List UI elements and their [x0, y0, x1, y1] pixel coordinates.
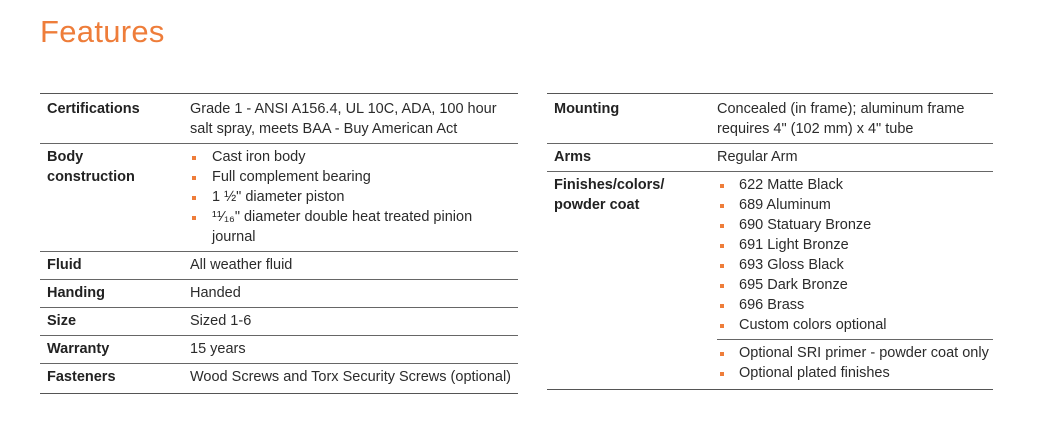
row-value: Regular Arm: [717, 144, 993, 172]
list-item: 1 ½" diameter piston: [190, 187, 514, 207]
list-item: 691 Light Bronze: [717, 235, 989, 255]
list-item: Custom colors optional: [717, 315, 989, 335]
list-item: 689 Aluminum: [717, 195, 989, 215]
row-label: Warranty: [40, 336, 190, 364]
row-value: [717, 172, 993, 340]
row-label: Mounting: [554, 101, 620, 117]
list-item: Optional plated finishes: [717, 363, 989, 383]
list-item: ¹¹⁄₁₆" diameter double heat treated pinion journal: [190, 207, 514, 247]
row-value: [190, 144, 518, 252]
bullet-list: [717, 343, 989, 383]
row-label: Certifications: [47, 101, 140, 117]
row-label: Size: [40, 308, 190, 336]
table-row: [40, 252, 518, 280]
row-label: [547, 340, 717, 390]
row-label: Finishes/colors/ powder coat: [547, 172, 717, 340]
table-row: [547, 340, 993, 390]
row-value: Grade 1 - ANSI A156.4, UL 10C, ADA, 100 hour salt spray, meets BAA - Buy American Act: [190, 101, 497, 137]
table-row: [40, 364, 518, 394]
features-table-left: [40, 93, 518, 394]
table-row: [40, 336, 518, 364]
row-value: 15 years: [190, 336, 518, 364]
list-item: 695 Dark Bronze: [717, 275, 989, 295]
bullet-list: [717, 175, 989, 335]
list-item: 696 Brass: [717, 295, 989, 315]
table-row: [547, 172, 993, 340]
row-label: Fluid: [40, 252, 190, 280]
row-value: Handed: [190, 280, 518, 308]
table-row: [40, 308, 518, 336]
row-value: [717, 340, 993, 390]
list-item: Optional SRI primer - powder coat only: [717, 343, 989, 363]
row-value: Wood Screws and Torx Security Screws (optional): [190, 364, 518, 394]
table-row: [40, 94, 518, 144]
list-item: 622 Matte Black: [717, 175, 989, 195]
row-label: Body construction: [40, 144, 190, 252]
list-item: Full complement bearing: [190, 167, 514, 187]
row-label: Handing: [40, 280, 190, 308]
list-item: 690 Statuary Bronze: [717, 215, 989, 235]
features-table-right: [547, 93, 993, 390]
table-row: [547, 94, 993, 144]
list-item: Cast iron body: [190, 147, 514, 167]
bullet-list: [190, 147, 514, 247]
row-label: Fasteners: [40, 364, 190, 394]
table-row: [547, 144, 993, 172]
list-item: 693 Gloss Black: [717, 255, 989, 275]
table-row: [40, 280, 518, 308]
row-label: Arms: [547, 144, 717, 172]
page-title: Features: [40, 14, 165, 49]
table-row: [40, 144, 518, 252]
row-value: Sized 1-6: [190, 308, 518, 336]
row-value: Concealed (in frame); aluminum frame requires 4" (102 mm) x 4" tube: [717, 101, 965, 137]
row-value: All weather fluid: [190, 252, 518, 280]
